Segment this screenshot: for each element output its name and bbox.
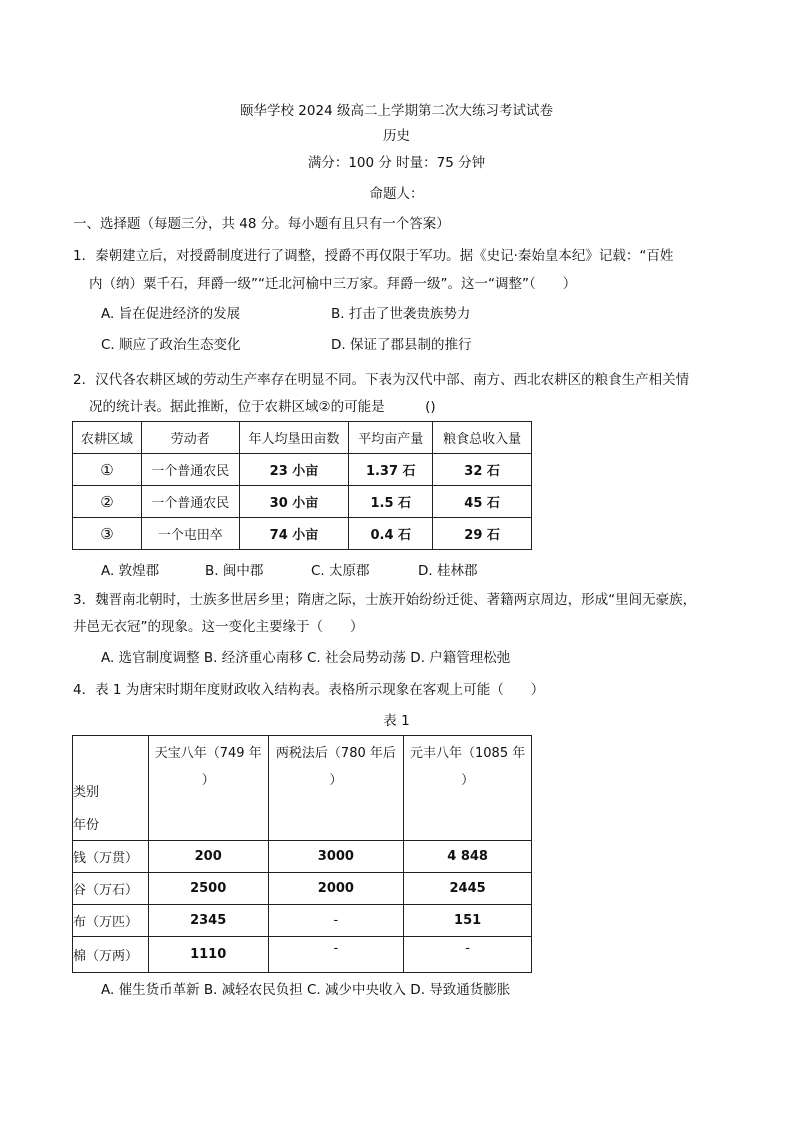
corner-bottom-label: 年份	[73, 818, 100, 833]
table-cell: -	[268, 905, 404, 937]
q2-option-b[interactable]: B. 闽中郡	[205, 563, 264, 579]
table-cell: 2445	[404, 873, 532, 905]
col-header-line1: 天宝八年（749 年	[154, 746, 262, 761]
q2-option-c[interactable]: C. 太原郡	[311, 563, 370, 579]
table-cell: 45 石	[433, 486, 532, 518]
table-row	[73, 518, 532, 550]
table-header-cell: 平均亩产量	[349, 422, 433, 454]
table-cell: -	[404, 937, 532, 973]
col-header-line2: ）	[461, 773, 475, 788]
table-header-row	[73, 736, 532, 841]
q2-stem-line1: 2．汉代各农耕区域的劳动生产率存在明显不同。下表为汉代中部、南方、西北农耕区的粮食生产相关情	[73, 372, 690, 388]
q4-stem: 4．表 1 为唐宋时期年度财政收入结构表。表格所示现象在客观上可能（ ）	[73, 682, 545, 698]
q1-option-c[interactable]: C. 顺应了政治生态变化	[101, 337, 241, 353]
q2-option-a[interactable]: A. 敦煌郡	[101, 563, 160, 579]
q1-stem-line1: 1．秦朝建立后，对授爵制度进行了调整，授爵不再仅限于军功。据《史记·秦始皇本纪》记载：“百姓	[73, 248, 674, 264]
table-header-cell: 粮食总收入量	[433, 422, 532, 454]
row-label: 布（万匹）	[73, 905, 149, 937]
table-cell: 30 小亩	[239, 486, 349, 518]
q1-option-d[interactable]: D. 保证了郡县制的推行	[331, 337, 472, 353]
row-label: 棉（万两）	[73, 937, 149, 973]
row-label: 谷（万石）	[73, 873, 149, 905]
col-header-line1: 元丰八年（1085 年	[410, 746, 526, 761]
table-cell: 0.4 石	[349, 518, 433, 550]
q1-stem-line2: 内（纳）粟千石，拜爵一级”“迁北河榆中三万家。拜爵一级”。这一“调整”（ ）	[89, 276, 577, 292]
table-header-cell	[268, 736, 404, 841]
table-cell: 一个普通农民	[141, 454, 239, 486]
col-header-line1: 两税法后（780 年后	[275, 746, 396, 761]
q1-option-a[interactable]: A. 旨在促进经济的发展	[101, 306, 241, 322]
author-line: 命题人：	[369, 186, 424, 202]
col-header-line2: ）	[201, 773, 215, 788]
row-label: 钱（万贯）	[73, 841, 149, 873]
q2-option-d[interactable]: D. 桂林郡	[418, 563, 478, 579]
table-cell: 1.37 石	[349, 454, 433, 486]
q3-options[interactable]: A. 选官制度调整 B. 经济重心南移 C. 社会局势动荡 D. 户籍管理松弛	[101, 650, 511, 666]
table-cell: ②	[73, 486, 142, 518]
q4-table	[72, 735, 532, 973]
table-row	[73, 937, 532, 973]
table-row	[73, 841, 532, 873]
table-header-cell: 年人均垦田亩数	[239, 422, 349, 454]
table-cell: ③	[73, 518, 142, 550]
q3-stem-line2: 井邑无衣冠”的现象。这一变化主要缘于（ ）	[73, 619, 364, 635]
section-title: 一、选择题（每题三分，共 48 分。每小题有且只有一个答案）	[73, 216, 450, 232]
table-cell: 一个屯田卒	[141, 518, 239, 550]
table-header-cell: 劳动者	[141, 422, 239, 454]
table-cell: -	[268, 937, 404, 973]
table-row	[73, 486, 532, 518]
table-cell: 一个普通农民	[141, 486, 239, 518]
table-cell: 1.5 石	[349, 486, 433, 518]
table-header-cell: 农耕区域	[73, 422, 142, 454]
q4-options[interactable]: A. 催生货币革新 B. 减轻农民负担 C. 减少中央收入 D. 导致通货膨胀	[101, 982, 511, 998]
table-cell: 2345	[148, 905, 268, 937]
q2-stem-line2: 况的统计表。据此推断，位于农耕区域②的可能是 ()	[89, 399, 436, 415]
exam-info: 满分：100 分 时量：75 分钟	[307, 155, 486, 171]
table-cell: 32 石	[433, 454, 532, 486]
table-cell: 2000	[268, 873, 404, 905]
table-row	[73, 905, 532, 937]
table-cell: 74 小亩	[239, 518, 349, 550]
q3-stem-line1: 3．魏晋南北朝时，士族多世居乡里；隋唐之际，士族开始纷纷迁徙、著籍两京周边，形成“里闾无豪族，	[73, 592, 697, 608]
table-header-cell	[404, 736, 532, 841]
table-header-row	[73, 422, 532, 454]
table-cell: 29 石	[433, 518, 532, 550]
table-row	[73, 454, 532, 486]
table-cell: 2500	[148, 873, 268, 905]
table-cell: ①	[73, 454, 142, 486]
exam-title: 颐华学校 2024 级高二上学期第二次大练习考试试卷	[240, 103, 553, 119]
table-header-cell	[148, 736, 268, 841]
table-row	[73, 873, 532, 905]
subject-title: 历史	[383, 128, 410, 144]
corner-top-label: 类别	[73, 785, 100, 800]
table-cell: 200	[148, 841, 268, 873]
table-cell: 4 848	[404, 841, 532, 873]
table-cell: 151	[404, 905, 532, 937]
table-cell: 23 小亩	[239, 454, 349, 486]
table-caption: 表 1	[383, 713, 410, 729]
q2-table	[72, 421, 532, 550]
col-header-line2: ）	[329, 773, 343, 788]
table-cell: 1110	[148, 937, 268, 973]
table-corner-cell	[73, 736, 149, 841]
table-cell: 3000	[268, 841, 404, 873]
q1-option-b[interactable]: B. 打击了世袭贵族势力	[331, 306, 471, 322]
